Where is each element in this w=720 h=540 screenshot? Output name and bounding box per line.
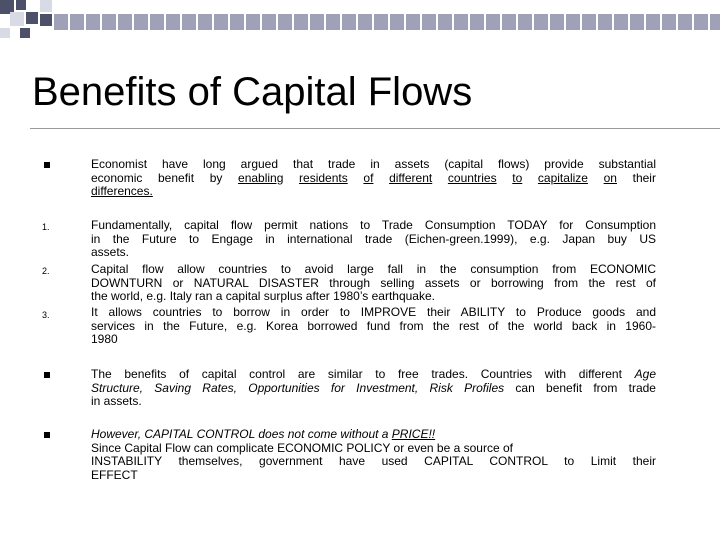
square-bullet-icon [44, 372, 50, 378]
bullet-paragraph-3 [91, 428, 656, 482]
underlined-word: capitalize [537, 170, 588, 185]
bullet-paragraph-2 [91, 368, 656, 409]
text-line [91, 368, 656, 382]
numbered-paragraph-3 [91, 306, 656, 347]
underlined-word: different [389, 170, 433, 185]
slide-title: Benefits of Capital Flows [32, 70, 473, 114]
text-line: differences. [91, 184, 153, 198]
underlined-word: countries [447, 170, 497, 185]
text-line: Economist have long argued that trade in assets (capital flows) provide substantial [91, 157, 656, 171]
underlined-word: of [363, 170, 374, 185]
text-line: services in the Future, e.g. Korea borrowed fund from the rest of the world back in 1960- [91, 318, 656, 333]
underlined-word: on [603, 170, 617, 185]
text-line: INSTABILITY themselves, government have used CAPITAL CONTROL to Limit their [91, 454, 656, 468]
text-line [91, 172, 656, 186]
bullet-paragraph-1 [91, 158, 656, 199]
text-line: Capital flow allow countries to avoid large fall in the consumption from ECONOMIC [91, 262, 656, 276]
underlined-word: enabling [238, 170, 284, 185]
underlined-word: residents [299, 170, 348, 185]
text-line: the world, e.g. Italy ran a capital surplus after 1980’s earthquake. [91, 289, 435, 303]
text-line: Fundamentally, capital flow permit nations to Trade Consumption TODAY for Consumption [91, 218, 656, 232]
italic-text: However, CAPITAL CONTROL does not come without a [91, 427, 392, 441]
numbered-paragraph-1 [91, 219, 656, 260]
text-line: EFFECT [91, 467, 138, 482]
text-run: The benefits of capital control are similar to free trades. Countries with different [91, 367, 635, 381]
italic-text: Age [634, 367, 656, 381]
text-line: DOWNTURN or NATURAL DISASTER through selling assets or borrowing from the rest of [91, 275, 656, 290]
numbered-paragraph-2 [91, 263, 656, 304]
square-bullet-icon [44, 432, 50, 438]
text-line: in assets. [91, 394, 142, 408]
italic-underlined-text: PRICE!! [391, 427, 436, 441]
text-line: Since Capital Flow can complicate ECONOMIC POLICY or even be a source of [91, 440, 513, 455]
text-line: in the Future to Engage in international trade (Eichen-green.1999), e.g. Japan buy US [91, 231, 656, 246]
text-line: assets. [91, 245, 130, 259]
text-line [91, 428, 656, 442]
underlined-word: to [512, 170, 523, 185]
italic-text: Structure, Saving Rates, Opportunities for Investment, Risk Profiles [91, 380, 505, 395]
text-run: can benefit from trade [504, 380, 656, 395]
list-number: 3. [42, 310, 50, 320]
text-run: economic benefit by [91, 170, 239, 185]
text-run: their [632, 170, 656, 185]
text-line [91, 382, 656, 396]
text-line: 1980 [91, 332, 118, 346]
list-number: 2. [42, 266, 50, 276]
list-number: 1. [42, 222, 50, 232]
square-bullet-icon [44, 162, 50, 168]
text-line: It allows countries to borrow in order to IMPROVE their ABILITY to Produce goods and [91, 305, 656, 319]
